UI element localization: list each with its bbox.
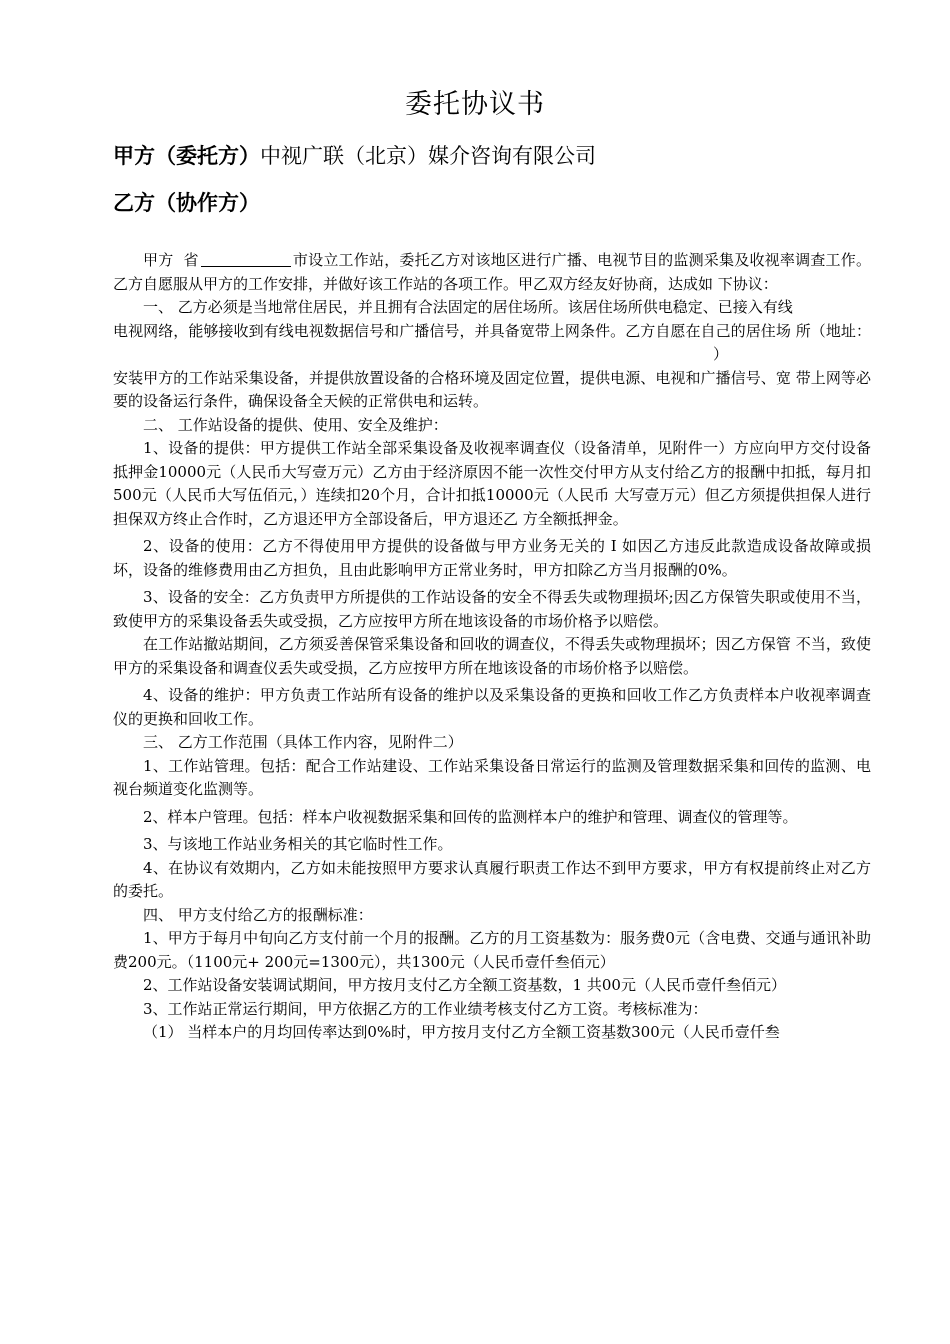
section-3-title: 三、 乙方工作范围（具体工作内容，见附件二） — [143, 733, 463, 751]
party-a-line — [113, 140, 596, 170]
section-4-item-3: 3、工作站正常运行期间，甲方依据乙方的工作业绩考核支付乙方工资。考核标准为： — [143, 999, 708, 1018]
section-2-item-1: 1、设备的提供：甲方提供工作站全部采集设备及收视率调查仪（设备清单，见附件一）方应向甲方交付设备抵押金10000元（人民币大写壹万元）乙方由于经济原因不能一次性交付甲方从支付给乙方的报酬中扣抵，每月扣500元（人民币大写伍佰元，）连续扣20个月，合计扣抵10000元（人民币 大写壹万元）但乙方须提供担保人进行担保双方终止合作时，乙方退还甲方全部设备后，甲方退还乙 方全额抵押金。 — [113, 439, 871, 528]
intro-paragraph: 甲方 省 市设立工作站，委托乙方对该地区进行广播、电视节目的监测采集及收视率调查工作。乙方自愿服从甲方的工作安排，并做好该工作站的各项工作。甲乙双方经友好协商，达成如 下协议： — [113, 251, 871, 293]
section-3-item-4: 4、在协议有效期内，乙方如未能按照甲方要求认真履行职责工作达不到甲方要求，甲方有权提前终止对乙方的委托。 — [113, 858, 871, 900]
section-2-item-3b: 在工作站撤站期间，乙方须妥善保管采集设备和回收的调查仪，不得丢失或物理损坏；因乙方保管 不当，致使甲方的采集设备和调查仪丢失或受损，乙方应按甲方所在地该设备的市场价格予以赔偿。 — [113, 635, 871, 677]
section-2-item-2: 2、设备的使用：乙方不得使用甲方提供的设备做与甲方业务无关的 I 如因乙方违反此款造成设备故障或损坏，设备的维修费用由乙方担负，且由此影响甲方正常业务时，甲方扣除乙方当月报酬的0%。 — [113, 537, 871, 579]
party-a-name: 中视广联（北京）媒介咨询有限公司 — [260, 144, 596, 168]
section-4-item-1: 1、甲方于每月中旬向乙方支付前一个月的报酬。乙方的月工资基数为：服务费0元（含电费、交通与通讯补助费200元。（1100元+ 200元=1300元），共1300元（人民币壹仟叁佰元） — [113, 929, 871, 971]
doc-body — [113, 249, 871, 1045]
section-4-item-2: 2、工作站设备安装调试期间，甲方按月支付乙方全额工资基数，1 共00元（人民币壹仟叁佰元） — [143, 976, 786, 994]
section-4-item-3-1: （1） 当样本户的月均回传率达到0%时，甲方按月支付乙方全额工资基数300元（人民币壹仟叁 — [143, 1023, 780, 1041]
section-1-paragraph-2: 电视网络，能够接收到有线电视数据信号和广播信号，并具备宽带上网条件。乙方自愿在自己的居住场 所（地址：） — [113, 321, 871, 363]
section-2-item-3: 3、设备的安全：乙方负责甲方所提供的工作站设备的安全不得丢失或物理损坏;因乙方保管失职或使用不当，致使甲方的采集设备丢失或受损，乙方应按甲方所在地该设备的市场价格予以赔偿。 — [113, 588, 871, 630]
doc-title: 委托协议书 — [405, 89, 545, 120]
section-1-paragraph-3: 安装甲方的工作站采集设备，并提供放置设备的合格环境及固定位置，提供电源、电视和广播信号、宽 带上网等必要的设备运行条件，确保设备全天候的正常供电和运转。 — [113, 368, 871, 410]
party-a-label: 甲方（委托方） — [113, 144, 260, 168]
section-2-title: 二、 工作站设备的提供、使用、安全及维护： — [143, 415, 448, 434]
section-4-title: 四、 甲方支付给乙方的报酬标准： — [143, 905, 373, 924]
section-3-item-2: 2、样本户管理。包括：样本户收视数据采集和回传的监测样本户的维护和管理、调查仪的管理等。 — [143, 807, 798, 826]
section-3-item-3: 3、与该地工作站业务相关的其它临时性工作。 — [143, 835, 453, 853]
party-b-label: 乙方（协作方） — [113, 191, 260, 215]
party-b-line — [113, 187, 260, 217]
section-1-title: 一、 乙方必须是当地常住居民，并且拥有合法固定的居住场所。该居住场所供电稳定、已接入有线 — [143, 298, 793, 316]
section-3-item-1: 1、工作站管理。包括：配合工作站建设、工作站采集设备日常运行的监测及管理数据采集和回传的监测、电视台频道变化监测等。 — [113, 756, 871, 798]
section-2-item-4: 4、设备的维护：甲方负责工作站所有设备的维护以及采集设备的更换和回收工作乙方负责样本户收视率调查仪的更换和回收工作。 — [113, 686, 871, 728]
province-blank — [201, 251, 291, 267]
